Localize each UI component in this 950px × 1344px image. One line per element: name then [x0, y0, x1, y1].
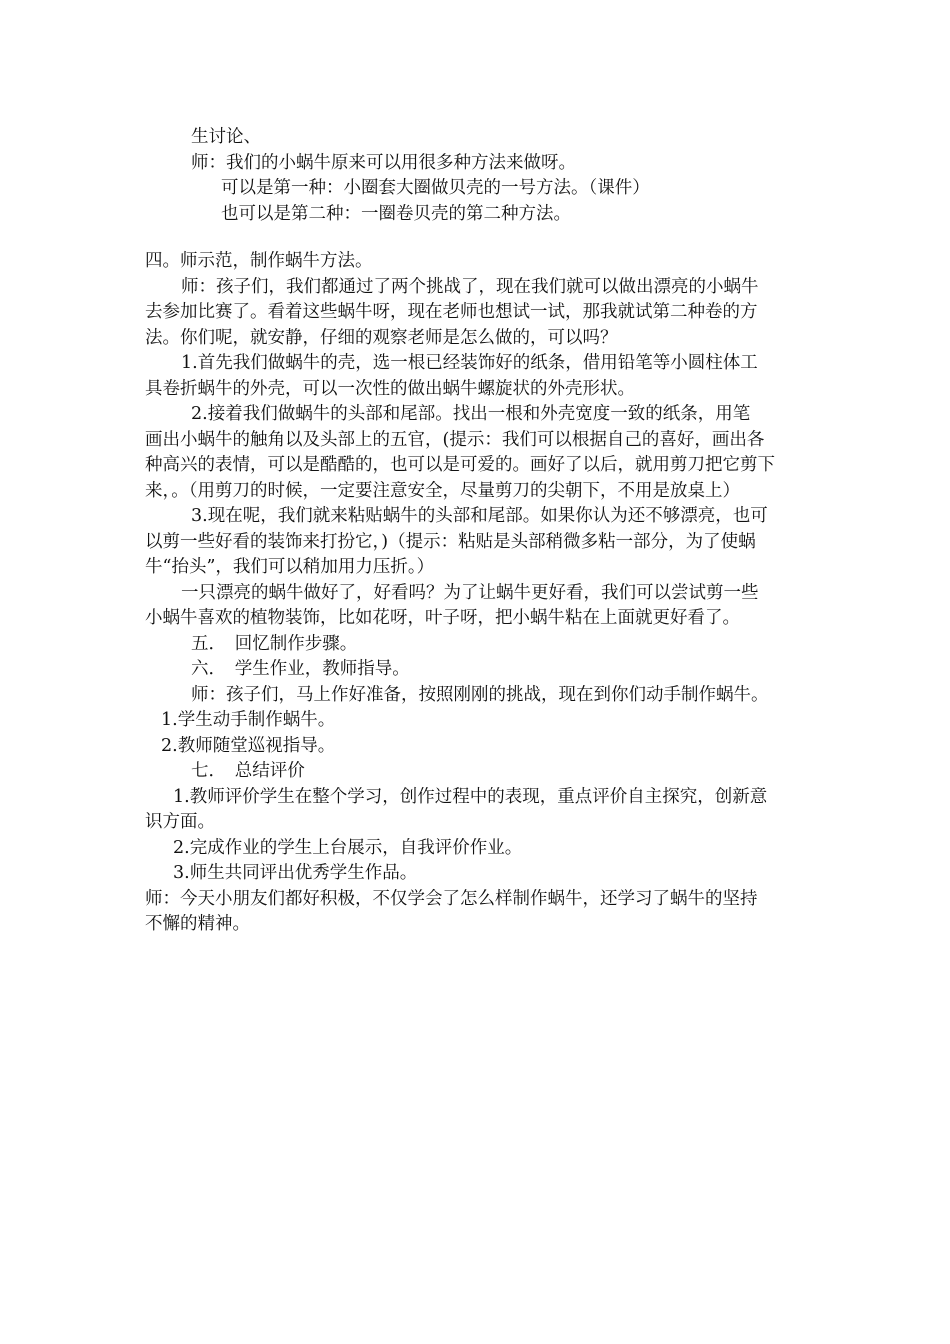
list-item: 1.学生动手制作蜗牛。	[161, 710, 336, 730]
paragraph-line: 师：孩子们，我们都通过了两个挑战了，现在我们就可以做出漂亮的小蜗牛	[181, 276, 759, 297]
paragraph-line: 画出小蜗牛的触角以及头部上的五官，(提示：我们可以根据自己的喜好，画出各	[145, 429, 765, 450]
document-body	[145, 125, 810, 938]
paragraph-line: 以剪一些好看的装饰来打扮它，)（提示：粘贴是头部稍微多粘一部分，为了使蜗	[145, 531, 756, 552]
paragraph-line: 师：今天小朋友们都好积极，不仅学会了怎么样制作蜗牛，还学习了蜗牛的坚持	[145, 888, 758, 909]
blank-line	[145, 227, 810, 249]
paragraph-line: 一只漂亮的蜗牛做好了，好看吗？为了让蜗牛更好看，我们可以尝试剪一些	[181, 582, 759, 603]
section-heading: 七． 总结评价	[191, 761, 305, 781]
paragraph-line: 师：我们的小蜗牛原来可以用很多种方法来做呀。	[191, 152, 576, 173]
paragraph-line: 也可以是第二种：一圈卷贝壳的第二种方法。	[221, 203, 571, 224]
paragraph-line: 具卷折蜗牛的外壳，可以一次性的做出蜗牛螺旋状的外壳形状。	[145, 378, 635, 399]
paragraph-line: 种高兴的表情，可以是酷酷的，也可以是可爱的。画好了以后，就用剪刀把它剪下	[145, 455, 775, 475]
section-heading: 四。师示范，制作蜗牛方法。	[145, 251, 373, 271]
paragraph-line: 法。你们呢，就安静，仔细的观察老师是怎么做的，可以吗？	[145, 327, 618, 348]
paragraph-line: 识方面。	[145, 812, 215, 832]
paragraph-line: 3.现在呢，我们就来粘贴蜗牛的头部和尾部。如果你认为还不够漂亮，也可	[191, 506, 768, 526]
paragraph-line: 2.接着我们做蜗牛的头部和尾部。找出一根和外壳宽度一致的纸条，用笔	[191, 404, 751, 424]
section-heading: 六． 学生作业，教师指导。	[191, 659, 410, 679]
paragraph-line: 来，。（用剪刀的时候，一定要注意安全，尽量剪刀的尖朝下，不用是放桌上）	[145, 480, 740, 501]
paragraph-line: 1.首先我们做蜗牛的壳，选一根已经装饰好的纸条，借用铅笔等小圆柱体工	[181, 353, 758, 373]
paragraph-line: 去参加比赛了。看着这些蜗牛呀，现在老师也想试一试，那我就试第二种卷的方	[145, 302, 758, 322]
section-heading: 五． 回忆制作步骤。	[191, 633, 358, 654]
list-item: 3.师生共同评出优秀学生作品。	[173, 863, 418, 883]
paragraph-line: 师：孩子们，马上作好准备，按照刚刚的挑战，现在到你们动手制作蜗牛。	[191, 684, 769, 705]
paragraph-line: 牛“抬头”，我们可以稍加用力压折。）	[145, 557, 435, 577]
list-item: 2.教师随堂巡视指导。	[161, 735, 336, 756]
paragraph-line: 小蜗牛喜欢的植物装饰，比如花呀，叶子呀，把小蜗牛粘在上面就更好看了。	[145, 608, 740, 628]
list-item: 2.完成作业的学生上台展示，自我评价作业。	[173, 837, 523, 858]
list-item: 1.教师评价学生在整个学习，创作过程中的表现，重点评价自主探究，创新意	[173, 786, 768, 807]
paragraph-line: 不懈的精神。	[145, 914, 250, 934]
paragraph-line: 可以是第一种：小圈套大圈做贝壳的一号方法。（课件）	[221, 178, 650, 198]
paragraph-line: 生讨论、	[191, 127, 261, 147]
